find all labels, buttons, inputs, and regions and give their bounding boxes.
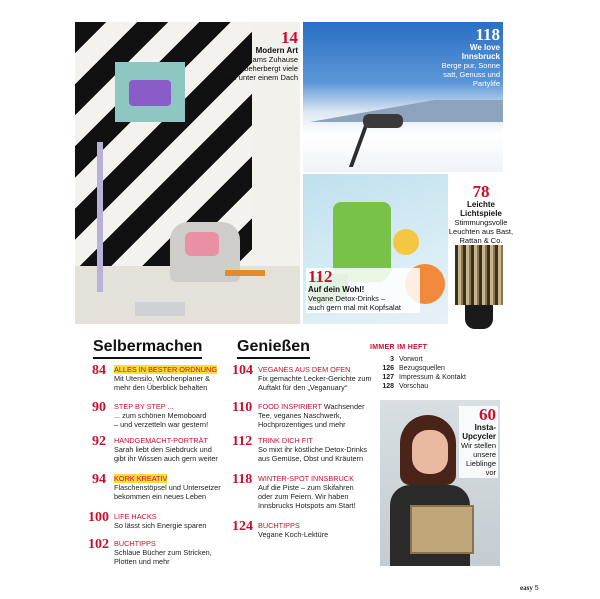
page-number: 5 <box>534 585 539 592</box>
caption-desc: Rattan & Co. <box>459 236 503 245</box>
caption-page-number: 112 <box>308 267 333 286</box>
toc-heading: VEGANES AUS DEM OFEN <box>258 365 351 374</box>
caption-desc: auch gern mal mit Kopfsalat <box>308 303 401 312</box>
caption-title: Leichte <box>466 200 495 209</box>
index-item[interactable]: 127 Impressum & Kontakt <box>382 374 466 381</box>
toc-desc: Auf die Piste – zum Skifahren oder zum Feiern. Wir haben Innsbrucks Hotspots am Start! <box>258 483 356 510</box>
caption-page-number: 14 <box>281 28 298 47</box>
caption-desc: Partylife <box>472 79 500 88</box>
caption-title: Auf dein Wohl! <box>308 285 365 294</box>
caption-interior <box>222 30 298 82</box>
caption-title: Insta- <box>474 423 496 432</box>
caption-page-number: 118 <box>475 25 500 44</box>
toc-page-number: 92 <box>92 434 106 449</box>
caption-drink <box>306 268 420 313</box>
toc-page-number: 100 <box>88 510 109 525</box>
caption-desc: Stile unter einem Dach <box>222 73 298 82</box>
toc-page-number: 90 <box>92 400 106 415</box>
caption-desc: Leuchten aus Bast, <box>448 227 514 236</box>
caption-desc: vor <box>485 468 496 477</box>
caption-desc: satt, Genuss und <box>443 70 500 79</box>
brand-logo: easy <box>520 584 533 592</box>
caption-title: We love <box>469 43 500 52</box>
toc-heading: BUCHTIPPS <box>258 521 300 530</box>
caption-ski <box>442 27 500 88</box>
toc-heading: FOOD INSPIRIERT Wachsender <box>258 402 365 411</box>
caption-desc: Wir stellen <box>460 441 496 450</box>
caption-page-number: 78 <box>472 182 490 201</box>
section-heading-immer: IMMER IM HEFT <box>370 344 428 351</box>
toc-heading: ALLES IN BESTER ORDNUNG <box>114 365 217 374</box>
toc-desc: So mixt ihr köstliche Detox-Drinks aus Gemüse, Obst und Kräutern <box>258 445 368 463</box>
caption-title: Modern Art <box>255 46 298 55</box>
toc-page-number: 102 <box>88 537 109 552</box>
toc-page-number: 104 <box>232 363 253 378</box>
caption-desc: Lieblinge <box>465 459 496 468</box>
caption-desc: Miriams Zuhause <box>240 55 298 64</box>
toc-page-number: 124 <box>232 519 253 534</box>
toc-desc: Fix gemachte Lecker-Gerichte zum Auftakt für den „Veganuary“ <box>258 374 372 392</box>
toc-desc: Mit Utensilo, Wochenplaner & mehr den Überblick behalten <box>114 374 210 392</box>
caption-title: Innsbruck <box>461 52 500 61</box>
toc-desc: Flaschenstöpsel und Untersetzer bekommen ein neues Leben <box>114 483 221 501</box>
toc-heading: HANDGEMACHT-PORTRÄT <box>114 436 208 445</box>
toc-page-number: 112 <box>232 434 253 449</box>
toc-heading: LIFE HACKS <box>114 512 157 521</box>
toc-heading: WINTER-SPOT INNSBRUCK <box>258 474 354 483</box>
toc-heading: STEP BY STEP ... <box>114 402 174 411</box>
toc-desc: So lässt sich Energie sparen <box>114 521 207 530</box>
caption-lamp <box>445 184 517 245</box>
index-item[interactable]: 126 Bezugsquellen <box>382 365 445 372</box>
toc-page-number: 118 <box>232 472 253 487</box>
index-item[interactable]: 3 Vorwort <box>390 356 423 363</box>
section-heading-geniessen: Genießen <box>237 338 310 359</box>
toc-page-number: 94 <box>92 472 106 487</box>
toc-heading: TRINK DICH FIT <box>258 436 313 445</box>
index-item[interactable]: 128 Vorschau <box>382 383 429 390</box>
toc-desc: Schlaue Bücher zum Stricken, Plotten und mehr <box>114 548 212 566</box>
toc-desc: Tee, veganes Naschwerk, Hochprozentiges und mehr <box>258 411 346 429</box>
toc-desc: Vegane Koch-Lektüre <box>258 530 329 539</box>
caption-desc: beherbergt viele <box>244 64 298 73</box>
toc-page-number: 110 <box>232 400 253 415</box>
caption-desc: Berge pur, Sonne <box>441 61 500 70</box>
toc-desc: ... zum schönen Memoboard – und verzetteln war gestern! <box>114 411 209 429</box>
caption-desc: unsere <box>473 450 496 459</box>
page-footer <box>520 584 539 592</box>
caption-woman <box>459 406 498 478</box>
toc-heading: BUCHTIPPS <box>114 539 156 548</box>
caption-page-number: 60 <box>479 405 496 424</box>
toc-heading: KORK KREATIV <box>114 474 168 483</box>
caption-desc: Vegane Detox-Drinks – <box>308 294 386 303</box>
section-heading-selbermachen: Selbermachen <box>93 338 202 359</box>
toc-desc: Sarah liebt den Siebdruck und gibt ihr Wissen auch gern weiter <box>114 445 218 463</box>
caption-title: Upcycler <box>462 432 496 441</box>
caption-desc: Stimmungsvolle <box>454 218 508 227</box>
caption-title: Lichtspiele <box>460 209 502 218</box>
toc-page-number: 84 <box>92 363 106 378</box>
photo-lamp <box>450 245 510 335</box>
